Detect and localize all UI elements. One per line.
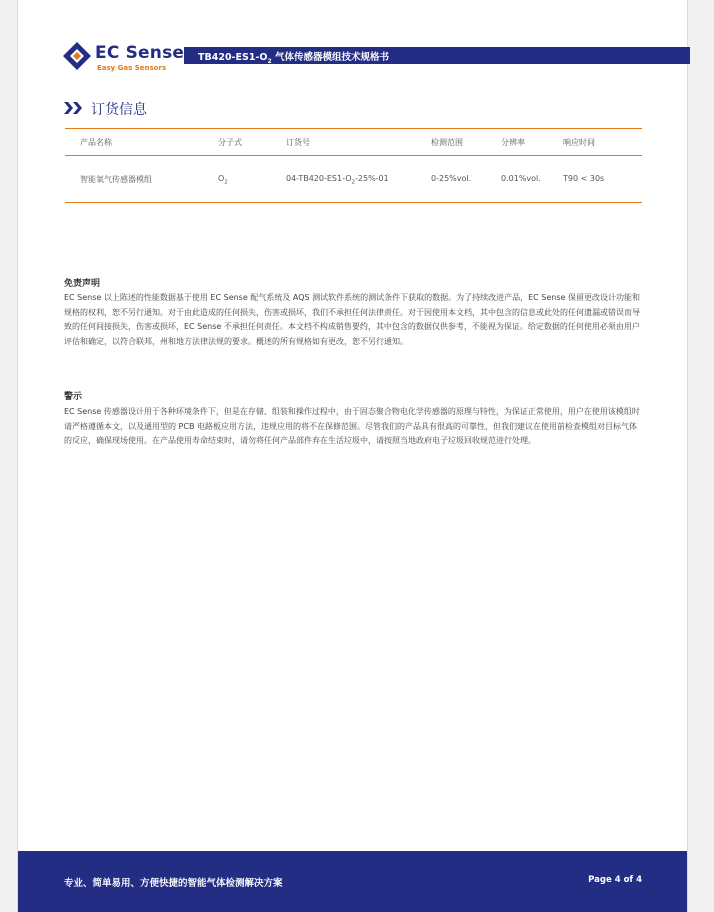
table-header-rule xyxy=(65,155,642,156)
cell-product-name: 智能氧气传感器模组 xyxy=(80,175,152,184)
logo-diamond-icon xyxy=(63,40,95,72)
ordering-section-title: 订货信息 xyxy=(91,102,147,118)
document-page xyxy=(17,0,688,912)
disclaimer-text: EC Sense 以上陈述的性能数据基于使用 EC Sense 配气系统及 AQS 测试软件系统的测试条件下获取的数据。为了持续改进产品，EC Sense 保留更改设计功能和规格的权利，恕不另行通知。对于由此造成的任何损失，伤害或损坏，我们不承担任何法律责任。对于因使用本文档，其中包含的信息或此处的任何遗漏或错误而导致的任何间接损失，伤害或损坏，EC Sense 不承担任何责任。本文档不构成销售要约，其中包含的数据仅供参考，不能视为保证。给定数据的任何使用必须由用户评估和确定，以符合联邦，州和地方法律法规的要求。概述的所有规格如有更改，恕不另行通知。 xyxy=(64,293,640,346)
col-header-response-time: 响应时间 xyxy=(563,138,595,147)
col-header-name: 产品名称 xyxy=(80,138,112,147)
cell-formula: $O_2$ xyxy=(218,174,228,186)
table-bottom-rule xyxy=(65,202,642,203)
footer-bar xyxy=(18,851,687,912)
cell-range: 0-25%vol. xyxy=(431,174,472,183)
col-header-formula: 分子式 xyxy=(218,138,242,147)
cell-response-time: T90 < 30s xyxy=(563,174,605,183)
page-number: Page 4 of 4 xyxy=(588,875,642,885)
table-top-rule xyxy=(65,128,642,129)
warning-text: EC Sense 传感器设计用于各种环境条件下，但是在存储、组装和操作过程中，由于固态聚合物电化学传感器的原理与特性，为保证正常使用，用户在使用该模组时请严格遵循本文，以及通用型的 PCB 电路板应用方法，违规应用的将不在保修范围。尽管我们的产品具有很高的可靠性，但我们建议在使用前检查模组对目标气体的反应，确保现场使用。在产品使用寿命结束时，请勿将任何产品部件弃在生活垃圾中，请按照当地政府电子垃圾回收规范进行处理。 xyxy=(64,407,640,445)
col-header-order-number: 订货号 xyxy=(286,138,310,147)
warning-title: 警示 xyxy=(64,392,83,402)
brand-name: EC Sense xyxy=(95,43,185,63)
footer-slogan: 专业、简单易用、方便快捷的智能气体检测解决方案 xyxy=(64,878,283,889)
disclaimer-title: 免责声明 xyxy=(64,279,101,289)
brand-tagline: Easy Gas Sensors xyxy=(97,64,167,72)
cell-resolution: 0.01%vol. xyxy=(501,174,541,183)
header-bar xyxy=(184,47,690,64)
double-chevron-right-icon xyxy=(64,101,84,115)
ec-sense-logo xyxy=(63,40,183,76)
document-title: $TB420-ES1-O_2$ 气体传感器模组技术规格书 xyxy=(198,52,389,65)
col-header-resolution: 分辨率 xyxy=(501,138,525,147)
cell-order-number: $04-TB420-ES1-O_2-25\%-01$ xyxy=(286,174,389,186)
col-header-range: 检测范围 xyxy=(431,138,463,147)
